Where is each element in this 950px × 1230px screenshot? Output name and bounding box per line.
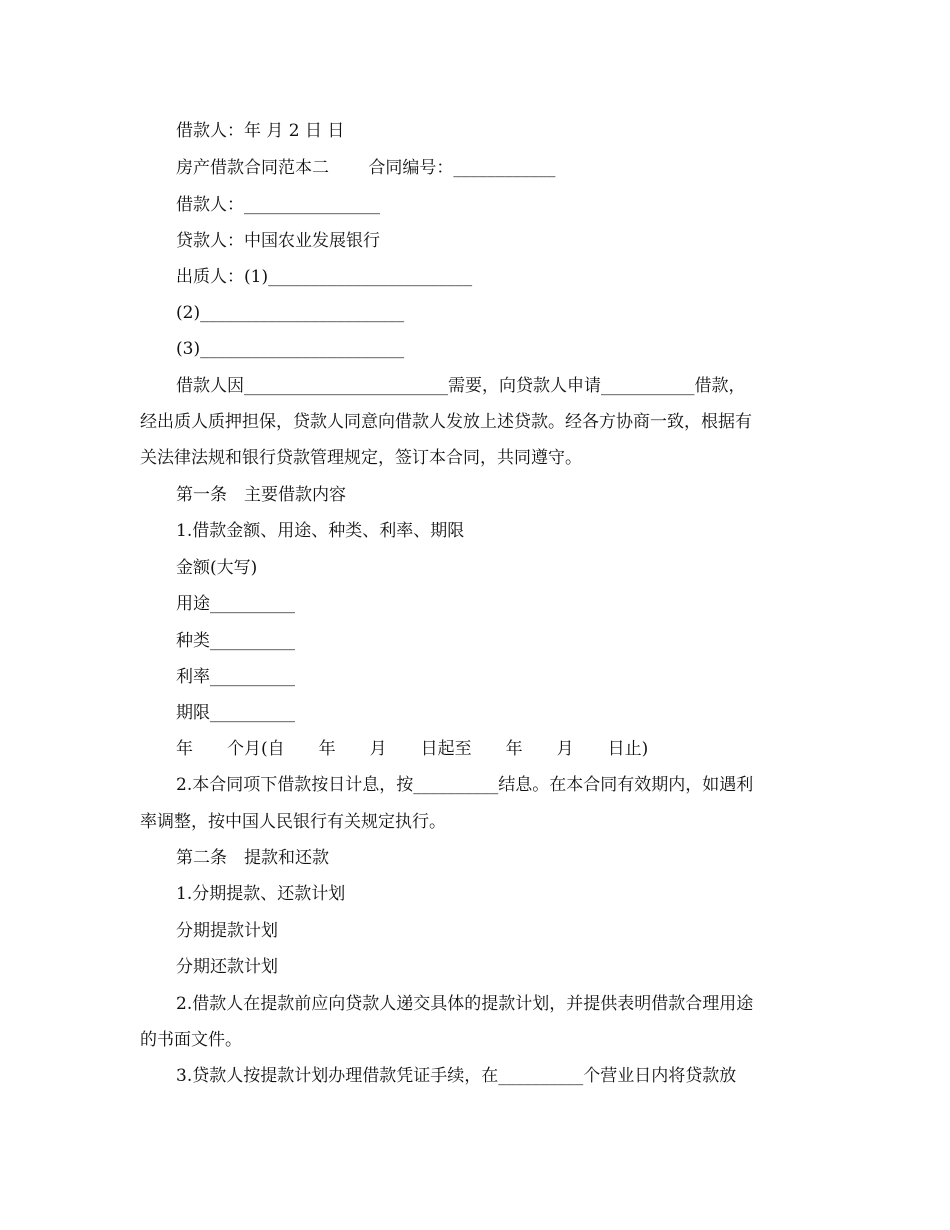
repayment-plan-line: 分期还款计划 [176,957,278,977]
lender-line: 贷款人：中国农业发展银行 [176,231,380,251]
preamble-line-3: 关法律法规和银行贷款管理规定，签订本合同，共同遵守。 [140,448,582,468]
clause-1-2-line-2: 率调整，按中国人民银行有关规定执行。 [140,812,446,832]
preamble-line-1: 借款人因________________________需要，向贷款人申请___________借款， [176,376,746,396]
borrower-line: 借款人：________________ [176,195,380,215]
rate-line: 利率__________ [176,667,295,687]
clause-1-2-line-1: 2.本合同项下借款按日计息，按__________结息。在本合同有效期内，如遇利 [176,775,754,795]
amount-line: 金额(大写) [176,558,258,578]
preamble-line-2: 经出质人质押担保，贷款人同意向借款人发放上述贷款。经各方协商一致，根据有 [140,412,752,432]
pledgor-line-1: 出质人：(1)________________________ [176,267,473,287]
purpose-line: 用途__________ [176,594,295,614]
pledgor-line-2: (2)________________________ [176,303,405,323]
article-1-heading: 第一条 主要借款内容 [176,485,346,505]
clause-2-2-line-2: 的书面文件。 [140,1030,242,1050]
pledgor-line-3: (3)________________________ [176,339,405,359]
type-line: 种类__________ [176,631,295,651]
term-dates-line: 年 个月(自 年 月 日起至 年 月 日止) [176,739,649,759]
term-line: 期限__________ [176,703,295,723]
clause-1-1: 1.借款金额、用途、种类、利率、期限 [176,521,465,541]
borrower-date-line: 借款人：年 月 2 日 日 [176,121,345,141]
article-2-heading: 第二条 提款和还款 [176,848,329,868]
contract-title-number: 房产借款合同范本二 合同编号：____________ [176,158,556,178]
clause-2-2-line-1: 2.借款人在提款前应向贷款人递交具体的提款计划，并提供表明借款合理用途 [176,994,754,1014]
clause-2-1: 1.分期提款、还款计划 [176,884,346,904]
clause-2-3-line-1: 3.贷款人按提款计划办理借款凭证手续，在__________个营业日内将贷款放 [176,1066,737,1086]
drawdown-plan-line: 分期提款计划 [176,921,278,941]
